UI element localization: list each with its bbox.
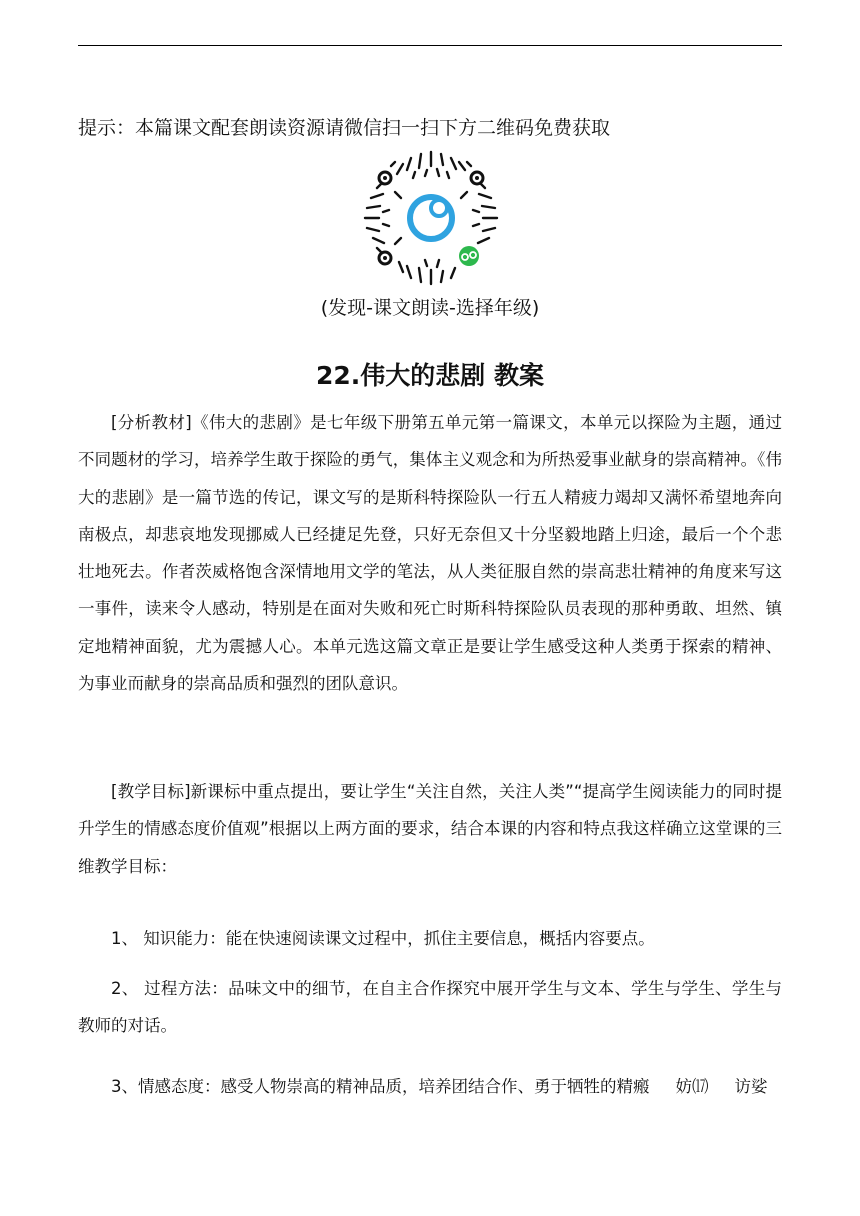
resource-hint: 提示：本篇课文配套朗读资源请微信扫一扫下方二维码免费获取	[78, 117, 611, 139]
qr-caption: (发现-课文朗读-选择年级)	[320, 297, 540, 319]
goal-item-knowledge: 1、 知识能力：能在快速阅读课文过程中，抓住主要信息，概括内容要点。	[111, 929, 655, 948]
garbled-text-2: 访娑	[734, 1077, 768, 1096]
qr-code[interactable]	[361, 148, 501, 288]
goal-item-emotion	[78, 1068, 782, 1105]
goals-paragraph: [教学目标]新课标中重点提出，要让学生“关注自然，关注人类”“提高学生阅读能力的同时提升学生的情感态度价值观”根据以上两方面的要求，结合本课的内容和特点我这样确立这堂课的三维教学目标：	[78, 782, 782, 876]
garbled-text-1: 妨⒄	[675, 1077, 709, 1096]
goal-item-emotion-text: 3、情感态度：感受人物崇高的精神品质，培养团结合作、勇于牺牲的精瘢	[111, 1077, 650, 1096]
page-title: 22.伟大的悲剧 教案	[316, 361, 544, 390]
goal-item-process: 2、 过程方法：品味文中的细节，在自主合作探究中展开学生与文本、学生与学生、学生与教师的对话。	[78, 979, 782, 1036]
analysis-paragraph: [分析教材]《伟大的悲剧》是七年级下册第五单元第一篇课文，本单元以探险为主题，通过不同题材的学习，培养学生敢于探险的勇气，集体主义观念和为所热爱事业献身的崇高精神。《伟大的悲剧》是一篇节选的传记，课文写的是斯科特探险队一行五人精疲力竭却又满怀希望地奔向南极点，却悲哀地发现挪威人已经捷足先登，只好无奈但又十分坚毅地踏上归途，最后一个个悲壮地死去。作者茨威格饱含深情地用文学的笔法，从人类征服自然的崇高悲壮精神的角度来写这一事件，读来令人感动，特别是在面对失败和死亡时斯科特探险队员表现的那种勇敢、坦然、镇定地精神面貌，尤为震撼人心。本单元选这篇文章正是要让学生感受这种人类勇于探索的精神、为事业而献身的崇高品质和强烈的团队意识。	[78, 413, 782, 694]
header-rule	[78, 45, 782, 46]
wechat-miniprogram-icon	[457, 244, 481, 268]
